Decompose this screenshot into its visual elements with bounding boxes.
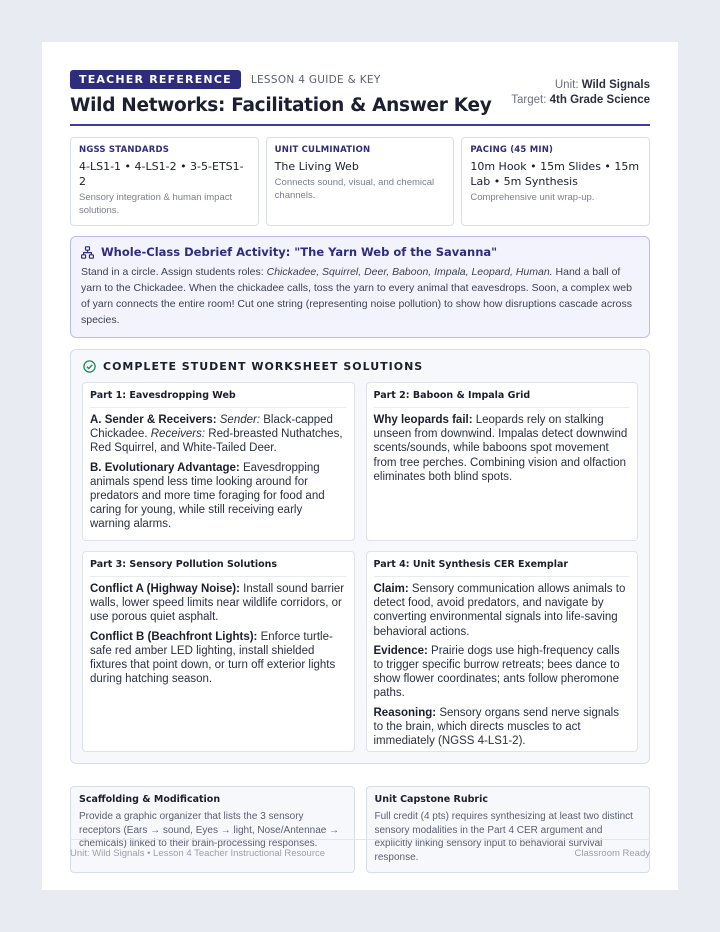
unit-value: Wild Signals xyxy=(581,79,650,91)
header-meta xyxy=(511,78,650,108)
footer xyxy=(70,839,650,859)
scaffolding-card xyxy=(70,786,355,873)
part3-answer-b xyxy=(90,630,346,687)
answer-text: Prairie dogs use high-frequency calls to trigger specific burrow retreats; bees dance to show flower coordinates; ants follow pheromone paths. xyxy=(373,644,620,700)
answer-sublabel: Receivers: xyxy=(150,428,206,441)
solutions-grid xyxy=(82,382,638,752)
answer-text: Red-breasted Nuthatches, Red Squirrel, and White-Tailed Deer. xyxy=(90,428,343,455)
solutions-title: COMPLETE STUDENT WORKSHEET SOLUTIONS xyxy=(103,360,424,373)
part3-answer-a xyxy=(90,582,346,625)
answer-label: Conflict A (Highway Noise): xyxy=(90,583,240,595)
check-circle-icon xyxy=(83,360,96,373)
card-note: Comprehensive unit wrap-up. xyxy=(470,192,595,203)
answer-text: Leopards rely on stalking unseen from downwind. Impalas detect downwind scents/sounds, while baboons spot movement from tree perches. Combining vision and olfaction eliminates both blind spots. xyxy=(373,414,628,483)
answer-label: Claim: xyxy=(373,583,409,595)
card-note: Sensory integration & human impact solutions. xyxy=(79,192,233,216)
target-value: 4th Grade Science xyxy=(549,94,650,106)
rubric-card xyxy=(366,786,651,873)
culmination-card xyxy=(266,137,455,226)
part-title: Part 3: Sensory Pollution Solutions xyxy=(90,559,346,577)
card-value: The Living Web xyxy=(274,160,359,173)
teacher-reference-badge: TEACHER REFERENCE xyxy=(70,70,241,89)
part2-answer xyxy=(374,413,630,484)
answer-label: Conflict B (Beachfront Lights): xyxy=(90,630,258,643)
part4-reasoning xyxy=(374,706,630,749)
answer-text: Install sound barrier walls, lower speed limits near wildlife corridors, or use porous quiet asphalt. xyxy=(90,583,345,624)
header-divider xyxy=(70,124,650,126)
answer-label: B. Evolutionary Advantage: xyxy=(90,461,240,474)
tag-row xyxy=(70,70,491,89)
unit-label: Unit: xyxy=(554,79,579,91)
network-icon xyxy=(81,246,94,259)
scaffolding-title: Scaffolding & Modification xyxy=(79,794,221,805)
part2-card xyxy=(366,382,639,541)
document-page xyxy=(42,42,678,890)
standards-card xyxy=(70,137,259,226)
debrief-heading xyxy=(81,245,639,259)
card-label: UNIT CULMINATION xyxy=(274,145,371,155)
part1-answer-b xyxy=(90,461,346,532)
card-label: PACING (45 MIN) xyxy=(470,145,554,155)
pacing-card xyxy=(461,137,650,226)
bottom-cards xyxy=(70,786,650,873)
answer-sublabel: Sender: xyxy=(219,414,261,426)
overview-cards xyxy=(70,137,650,226)
answer-label: A. Sender & Receivers: xyxy=(90,414,217,426)
debrief-title: Whole-Class Debrief Activity: "The Yarn Web of the Savanna" xyxy=(101,245,498,259)
card-value: 4-LS1-1 • 4-LS1-2 • 3-5-ETS1-2 xyxy=(79,160,244,188)
solutions-section xyxy=(70,349,650,764)
answer-text: Eavesdropping animals spend less time looking around for predators and more time foraging for food and caring for young, while still receiving early warning alarms. xyxy=(90,461,325,531)
lesson-label: LESSON 4 GUIDE & KEY xyxy=(250,73,381,86)
rubric-title: Unit Capstone Rubric xyxy=(374,794,488,805)
page-title: Wild Networks: Facilitation & Answer Key xyxy=(70,95,492,116)
part4-card xyxy=(366,551,639,752)
debrief-text xyxy=(81,264,639,328)
unit-line xyxy=(511,78,650,93)
part-title: Part 2: Baboon & Impala Grid xyxy=(374,390,630,408)
answer-label: Reasoning: xyxy=(373,706,437,719)
rubric-text: Full credit (4 pts) requires synthesizing at least two distinct sensory modalities in the Part 4 CER argument and explicitly linking sensory input to behavioral survival response. xyxy=(374,811,633,863)
answer-text: Sensory organs send nerve signals to the brain, which directs muscles to act immediately (NGSS 4-LS1-2). xyxy=(373,706,619,748)
debrief-roles: Chickadee, Squirrel, Deer, Baboon, Impala, Leopard, Human. xyxy=(266,266,553,278)
part4-claim xyxy=(374,582,630,639)
footer-right: Classroom Ready xyxy=(574,848,650,859)
answer-label: Why leopards fail: xyxy=(373,414,473,426)
header-left xyxy=(70,70,491,116)
footer-left: Unit: Wild Signals • Lesson 4 Teacher Instructional Resource xyxy=(70,848,326,859)
target-label: Target: xyxy=(511,94,547,106)
part1-card xyxy=(82,382,355,541)
card-value: 10m Hook • 15m Slides • 15m Lab • 5m Synthesis xyxy=(470,160,640,188)
answer-text: Enforce turtle-safe red amber LED lighting, install shielded fixtures that point down, or turn off exterior lights during hatching season. xyxy=(90,630,336,686)
part-title: Part 4: Unit Synthesis CER Exemplar xyxy=(374,559,630,577)
scaffolding-text: Provide a graphic organizer that lists the 3 sensory receptors (Ears → sound, Eyes → light, Nose/Antennae → chemicals) linked to their brain-processing responses. xyxy=(79,811,340,849)
solutions-heading xyxy=(83,360,638,373)
debrief-text-part: Hand a ball of yarn to the Chickadee. When the chickadee calls, toss the yarn to every animal that eavesdrops. Soon, a complex web of yarn connects the entire room! Cut one string (representing noise pollution) to show how disruptions cascade across species. xyxy=(81,266,632,326)
header xyxy=(70,70,650,116)
debrief-activity-box xyxy=(70,236,650,338)
answer-text: Sensory communication allows animals to detect food, avoid predators, and navigate by converting environmental signals into life-saving behavioral actions. xyxy=(373,583,626,638)
target-line xyxy=(511,93,650,108)
part1-answer-a xyxy=(90,413,346,456)
card-note: Connects sound, visual, and chemical channels. xyxy=(274,177,435,201)
answer-text: Black-capped Chickadee. xyxy=(90,414,333,441)
part3-card xyxy=(82,551,355,752)
debrief-text-part: Stand in a circle. Assign students roles: xyxy=(81,266,267,278)
answer-label: Evidence: xyxy=(373,644,428,657)
card-label: NGSS STANDARDS xyxy=(79,145,170,155)
part4-evidence xyxy=(374,644,630,701)
part-title: Part 1: Eavesdropping Web xyxy=(90,390,346,408)
